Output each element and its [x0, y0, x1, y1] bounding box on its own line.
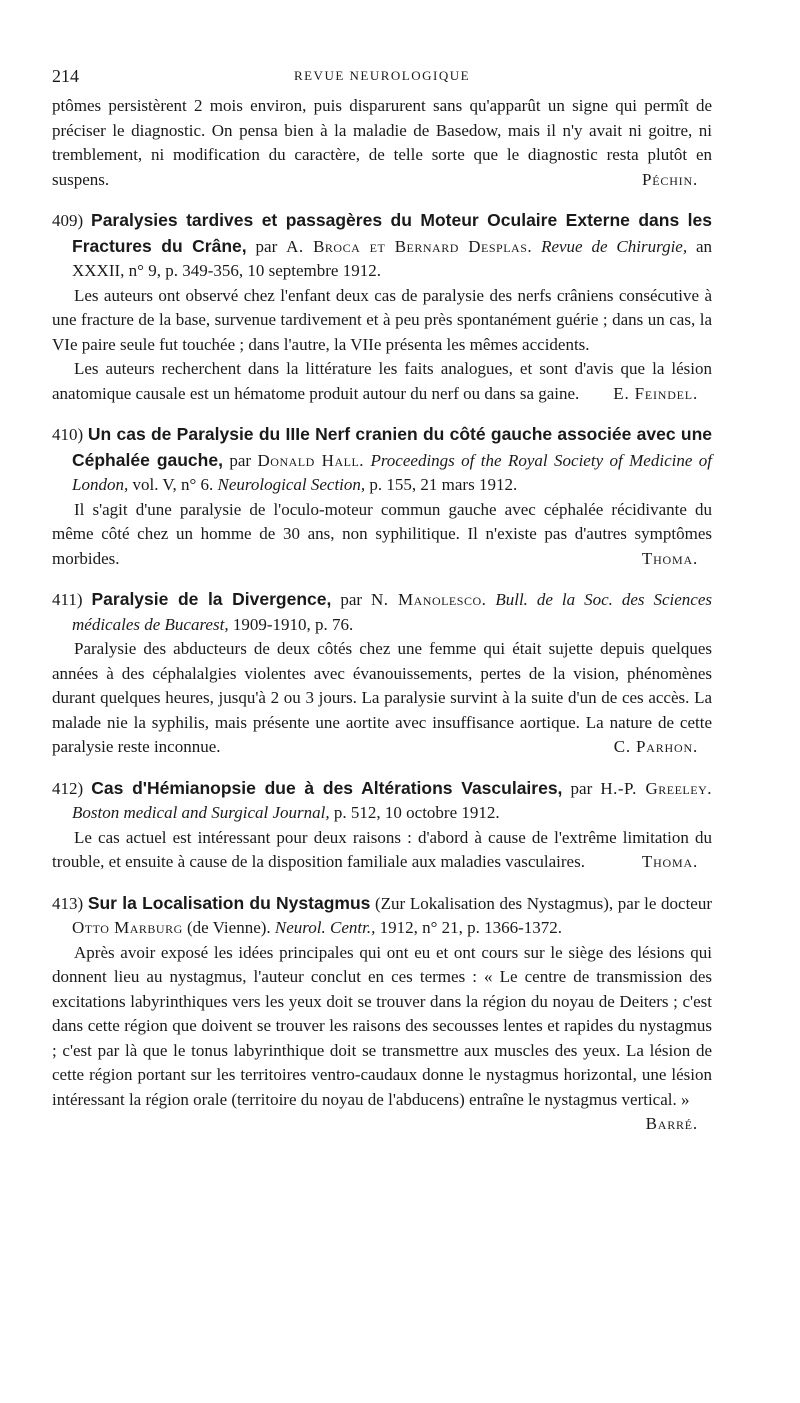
entry-heading	[52, 422, 712, 498]
abstract-entry-412	[52, 776, 712, 875]
abstract-entry-411	[52, 587, 712, 760]
entry-title: Un cas de Paralysie du IIIe Nerf cranien du côté gauche associée avec une Céphalée gauche,	[72, 424, 713, 470]
entry-number: 413)	[52, 893, 84, 913]
entry-heading	[52, 587, 712, 637]
ref-par: par	[255, 236, 278, 256]
entry-ref-details: 1909-1910, p. 76.	[232, 614, 354, 634]
entry-journal: Proceedings of the Royal Society of Medicine of London,	[72, 450, 713, 494]
entry-signature: Barré.	[645, 1114, 698, 1133]
entry-signature: Thoma.	[641, 548, 698, 568]
entry-title: Paralysie de la Divergence,	[91, 589, 332, 609]
ref-par: par	[570, 778, 593, 798]
entry-ref-details-2: p. 155, 21 mars 1912.	[369, 475, 518, 494]
carryover-paragraph	[52, 94, 712, 192]
entry-journal: Revue de Chirurgie,	[541, 236, 688, 256]
entry-paragraph-last	[52, 826, 712, 875]
entry-authors: H.-P. Greeley.	[600, 778, 712, 798]
carryover-signature: Péchin.	[642, 169, 698, 189]
entry-authors: Otto Marburg	[72, 918, 183, 937]
entry-paragraph-last	[52, 498, 712, 572]
entry-ref-mid: (de Vienne).	[187, 918, 271, 937]
entry-authors: Donald Hall.	[257, 450, 365, 470]
ref-par: par	[229, 450, 252, 470]
entry-heading	[52, 891, 712, 941]
running-head	[52, 64, 712, 94]
entry-signature: C. Parhon.	[613, 737, 698, 756]
entry-number: 410)	[52, 425, 84, 444]
abstract-entry-410	[52, 422, 712, 571]
entry-journal: Bull. de la Soc. des Sciences médicales de Bucarest,	[72, 590, 713, 634]
entry-paragraph: Les auteurs ont observé chez l'enfant deux cas de paralysie des nerfs crâniens consécutive à une fracture de la base, survenue tardivement et à peu près spontanément guérie ; dans un cas, la VIe paire seule fut touchée ; dans l'autre, la VIIe présenta les mêmes accidents.	[52, 285, 712, 354]
entry-number: 409)	[52, 211, 84, 230]
entry-ref-details: an XXXII, n° 9, p. 349-356, 10 septembre 1912.	[72, 236, 713, 280]
entry-authors: N. Manolesco.	[371, 590, 487, 609]
abstract-entry-413	[52, 891, 712, 1137]
entry-paragraph-text: Paralysie des abducteurs de deux côtés chez une femme qui était sujette depuis quelques années à des céphalalgies violentes avec évanouissements, pertes de la vision, phénomènes durant quelques heures, jusqu'à 2 ou 3 jours. La paralysie survint à la suite d'un de ces accès. La malade nie la syphilis, mais présente une aortite avec insuffisance aortique. La nature de cette paralysie reste inconnue.	[52, 639, 712, 756]
entry-paragraph-text: Le cas actuel est intéressant pour deux raisons : d'abord à cause de l'extrême limitation du trouble, et ensuite à cause de la disposition familiale aux maladies vasculaires.	[52, 827, 712, 871]
journal-title: REVUE NEUROLOGIQUE	[293, 68, 471, 83]
entry-paragraph-last	[52, 941, 712, 1133]
entry-journal: Neurol. Centr.,	[274, 918, 376, 937]
carryover-block	[52, 94, 712, 192]
entry-journal-section: Neurological Section,	[217, 475, 366, 494]
entry-number: 411)	[52, 590, 83, 609]
carryover-text: ptômes persistèrent 2 mois environ, puis disparurent sans qu'apparût un signe qui permît de préciser le diagnostic. On pensa bien à la maladie de Basedow, mais il n'y avait ni goitre, ni tremblement, ni modification du caractère, de telle sorte que le diagnostic resta plutôt en suspens.	[52, 96, 712, 189]
entry-signature: E. Feindel.	[613, 383, 698, 403]
entry-heading	[52, 208, 712, 284]
entry-signature: Thoma.	[641, 852, 698, 871]
entry-paragraph-last	[52, 637, 712, 760]
entry-title: Cas d'Hémianopsie due à des Altérations Vasculaires,	[91, 777, 563, 798]
entry-paragraph-text: Les auteurs recherchent dans la littérature les faits analogues, et sont d'avis que la lésion anatomique causale est un hématome produit autour du nerf ou dans sa gaine.	[52, 359, 712, 403]
entry-paragraph-text: Après avoir exposé les idées principales qui ont eu et ont cours sur le siège des lésions qui donnent lieu au nystagmus, l'auteur conclut en ces termes : « Le centre de transmission des excitations labyrinthiques vers les yeux doit se trouver dans la région du noyau de Deiters ; c'est dans cette région que doivent se trouver les raisons des secousses lentes et rapides du nystagmus ; c'est par là que le tonus labyrinthique doit se transmettre aux muscles des yeux. La lésion de cette région portant sur les territoires ventro-caudaux donne le nystagmus horizontal, une lésion intéressant la région orale (territoire du noyau de l'abducens) entraîne le nystagmus vertical. »	[52, 942, 712, 1109]
journal-page	[52, 64, 712, 1137]
entry-authors: A. Broca et Bernard Desplas.	[286, 236, 533, 256]
entry-journal: Boston medical and Surgical Journal,	[72, 803, 330, 822]
ref-par: par	[340, 590, 363, 609]
page-number: 214	[52, 66, 79, 86]
entry-number: 412)	[52, 778, 84, 798]
entry-paragraph-text: Il s'agit d'une paralysie de l'oculo-moteur commun gauche avec céphalée récidivante du même côté chez un homme de 30 ans, non syphilitique. Il n'existe pas d'autres symptômes morbides.	[52, 499, 712, 568]
entry-title: Paralysies tardives et passagères du Moteur Oculaire Externe dans les Fractures du Crâne,	[72, 210, 712, 256]
ref-par: (Zur Lokalisation des Nystagmus), par le docteur	[375, 893, 713, 913]
entry-title: Sur la Localisation du Nystagmus	[87, 892, 371, 913]
entry-ref-details: vol. V, n° 6.	[132, 475, 214, 494]
entry-ref-details: 1912, n° 21, p. 1366-1372.	[379, 918, 563, 937]
abstract-entry-409	[52, 208, 712, 406]
entry-ref-details: p. 512, 10 octobre 1912.	[333, 803, 500, 822]
entry-paragraph-last	[52, 357, 712, 406]
entry-heading	[52, 776, 712, 826]
